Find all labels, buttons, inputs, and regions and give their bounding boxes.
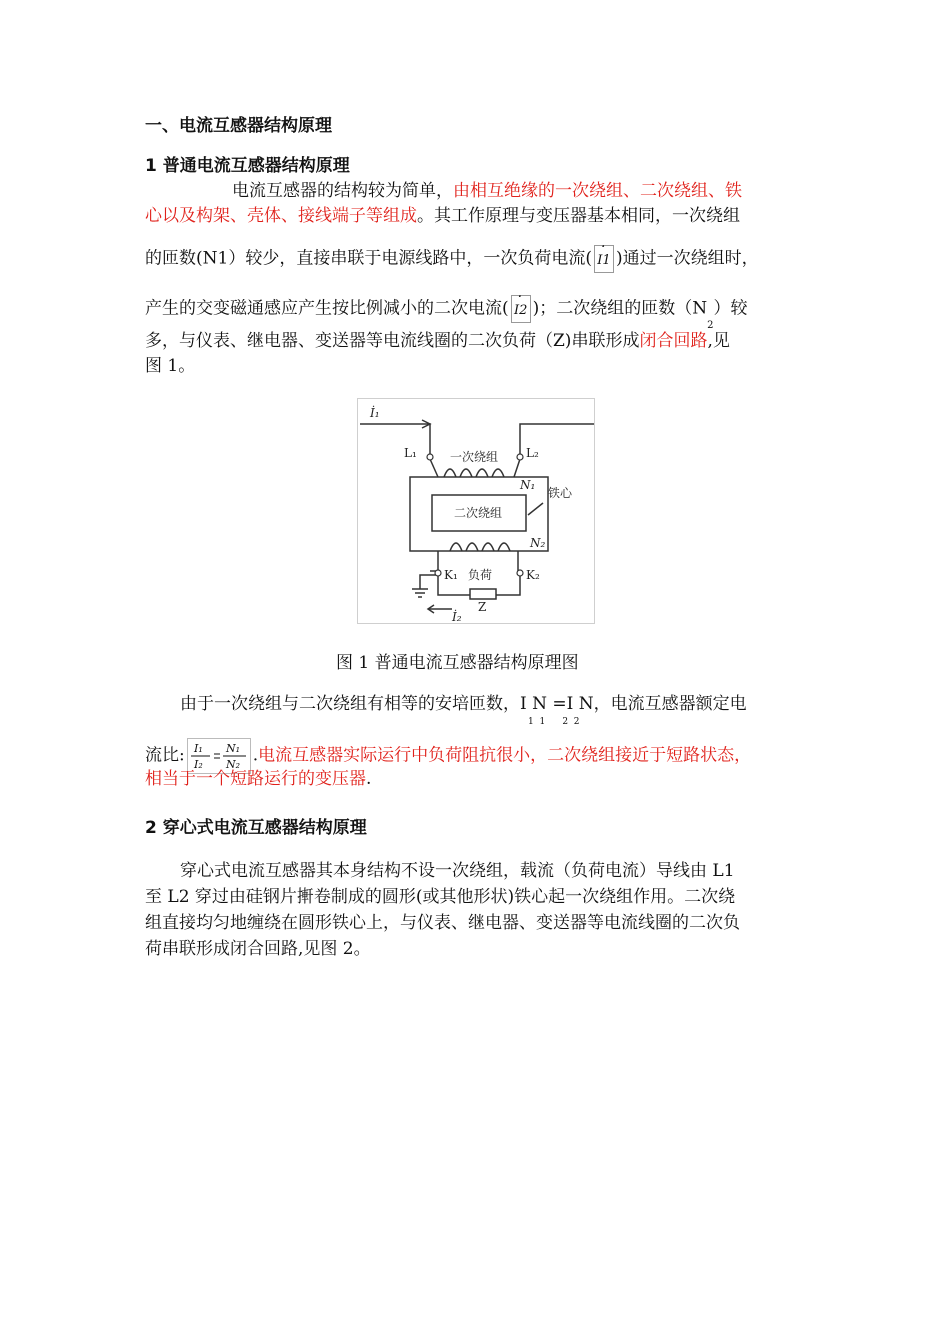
primary-coils [444,469,504,477]
l1-label: L₁ [404,446,417,460]
paragraph-1-line-2 [145,205,740,227]
highlight-text: 相当于一个短路运行的变压器 [145,769,366,789]
paragraph-3-line-4: 荷串联形成闭合回路,见图 2。 [145,939,371,959]
text-span: 流比: [145,745,185,766]
load-wire-right [496,575,520,595]
primary-winding-label: 一次绕组 [450,450,499,464]
subsection-heading-2: 2 穿心式电流互感器结构原理 [145,818,367,838]
text-span: ）较 [713,298,748,319]
frac-n1: N₁ [225,742,240,755]
paragraph-1-line-3 [145,245,759,273]
load-impedance-z [470,589,496,599]
text-span: 由于一次绕组与二次绕组有相等的安培匝数， [180,694,520,714]
diagram-svg [358,399,594,623]
text-span: ,见 [707,331,730,351]
text-span: )；二次绕组的匝数（N [532,298,708,319]
ground-wire [420,575,438,589]
paragraph-2-line-1 [180,693,747,727]
core-pointer [528,503,543,515]
text-span: . [252,745,259,766]
figure-caption: 图 1 普通电流互感器结构原理图 [336,653,579,673]
secondary-coils [450,543,510,551]
text-span: . [366,769,372,789]
primary-input-wire [360,424,430,455]
z-label: Z [478,600,487,614]
text-span: 电流互感器的结构较为简单， [232,181,453,201]
formula-text: I N =I N [520,694,594,714]
terminal-k1 [435,570,441,576]
terminal-l1 [427,454,433,460]
highlight-text: 闭合回路 [639,331,708,351]
current-transformer-diagram [357,398,595,624]
frac-n2: N₂ [225,758,240,771]
frac-i1: I₁ [193,742,203,755]
text-span: )通过一次绕组时， [615,248,759,269]
k1-wire [430,551,438,571]
n1-label: N₁ [520,478,536,492]
i2-label: İ₂ [452,610,462,623]
current-i1-icon: · I1 [594,245,614,273]
paragraph-3-line-3: 组直接均匀地缠绕在圆形铁心上，与仪表、继电器、变送器等电流线圈的二次负 [145,913,740,933]
n2-label: N₂ [530,536,546,550]
paragraph-1-line-1 [232,180,742,202]
terminal-k2 [517,570,523,576]
current-i2-icon: · I2 [511,295,531,323]
paragraph-3-line-2: 至 L2 穿过由硅钢片搟卷制成的圆形(或其他形状)铁心起一次绕组作用。二次绕 [145,887,736,907]
i1-label: İ₁ [370,406,380,420]
text-span: 的匝数(N1）较少，直接串联于电源线路中，一次负荷电流( [145,248,592,269]
formula-subscripts: 1 1 2 2 [528,717,580,727]
text-span: 产生的交变磁通感应产生按比例减小的二次电流( [145,298,509,319]
highlight-text: 电流互感器实际运行中负荷阻抗很小，二次绕组接近于短路状态， [258,745,752,766]
k1-label: K₁ [444,568,458,582]
highlight-text: 心以及构架、壳体、接线端子等组成 [145,206,417,226]
highlight-text: 由相互绝缘的一次绕组、二次绕组、铁 [453,181,742,201]
section-heading-1: 一、电流互感器结构原理 [145,116,332,136]
subsection-heading-1: 1 普通电流互感器结构原理 [145,156,350,176]
subscript: 2 [707,319,714,331]
paragraph-2-line-3 [145,768,371,790]
secondary-winding-label: 二次绕组 [454,506,503,520]
k2-label: K₂ [526,568,540,582]
paragraph-1-line-6: 图 1。 [145,356,196,376]
paragraph-1-line-4 [145,295,748,331]
frac-i2: I₂ [193,758,203,771]
text-span: 多，与仪表、继电器、变送器等电流线圈的二次负荷（Z)串联形成 [145,331,640,351]
load-label: 负荷 [468,568,493,582]
text-span: 。其工作原理与变压器基本相同，一次绕组 [417,206,740,226]
text-span: ，电流互感器额定电 [593,694,747,714]
paragraph-1-line-5 [145,330,730,352]
l2-label: L₂ [526,446,539,460]
core-label: 铁心 [548,486,573,500]
terminal-l2 [517,454,523,460]
paragraph-3-line-1: 穿心式电流互感器其本身结构不设一次绕组，载流（负荷电流）导线由 L1 [180,861,735,881]
ampere-turn-formula [520,693,594,727]
